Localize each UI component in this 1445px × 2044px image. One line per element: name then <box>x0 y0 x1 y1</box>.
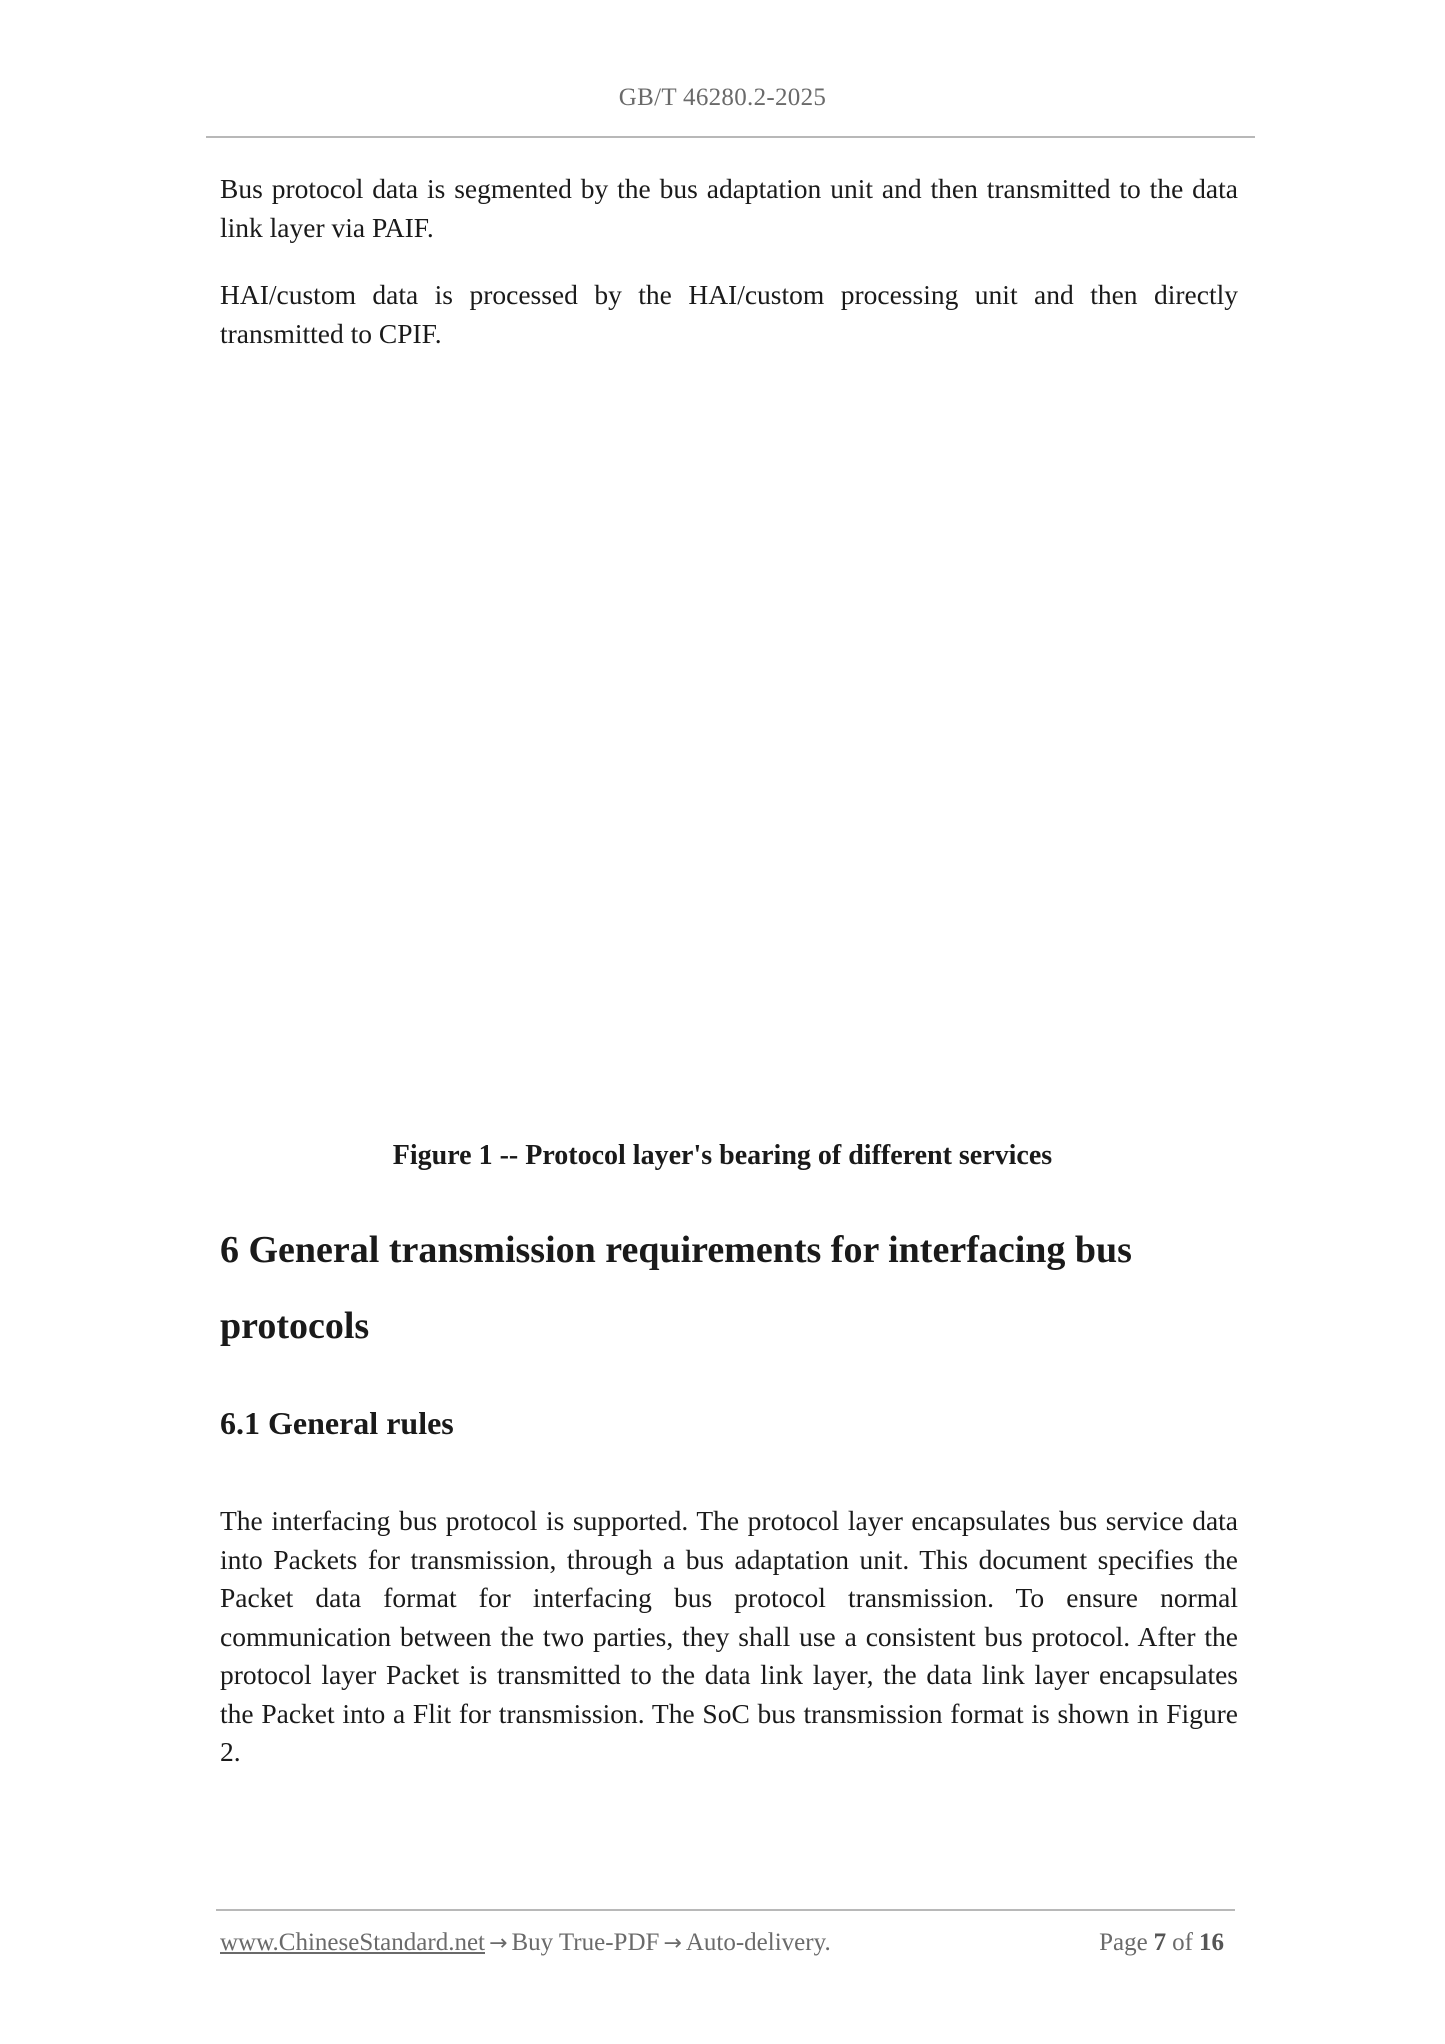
figure-1-blank-area <box>220 370 1238 1110</box>
page-header: GB/T 46280.2-2025 <box>618 84 827 111</box>
footer-divider <box>216 1909 1235 1911</box>
figure-caption: Figure 1 -- Protocol layer's bearing of different services <box>392 1140 1053 1171</box>
auto-delivery-text: Auto-delivery. <box>685 1929 831 1956</box>
header-divider <box>206 136 1255 138</box>
arrow-right-icon: → <box>489 1931 508 1956</box>
page-label: Page <box>1099 1929 1148 1956</box>
arrow-right-icon: → <box>663 1931 682 1956</box>
body-paragraph: Bus protocol data is segmented by the bus adaptation unit and then transmitted to the data link layer via PAIF. <box>220 173 1238 243</box>
body-paragraph: HAI/custom data is processed by the HAI/custom processing unit and then directly transmitted to CPIF. <box>220 279 1238 349</box>
page-number <box>1099 1929 1230 1957</box>
buy-true-pdf-text: Buy True-PDF <box>511 1929 660 1956</box>
body-paragraph: The interfacing bus protocol is supported. The protocol layer encapsulates bus service data into Packets for transmission, through a bus adaptation unit. This document specifies the Packet data format for interfacing bus protocol transmission. To ensure normal communication between the two parties, they shall use a consistent bus protocol. After the protocol layer Packet is transmitted to the data link layer, the data link layer encapsulates the Packet into a Flit for transmission. The SoC bus transmission format is shown in Figure 2. <box>220 1505 1238 1767</box>
total-pages: 16 <box>1199 1929 1224 1956</box>
section-heading: 6 General transmission requirements for interfacing bus protocols <box>220 1229 1132 1347</box>
page-of-label: of <box>1172 1929 1193 1956</box>
footer-promo <box>220 1929 831 1957</box>
current-page: 7 <box>1153 1929 1167 1956</box>
subsection-heading: 6.1 General rules <box>220 1405 454 1441</box>
website-link[interactable]: www.ChineseStandard.net <box>220 1929 485 1956</box>
